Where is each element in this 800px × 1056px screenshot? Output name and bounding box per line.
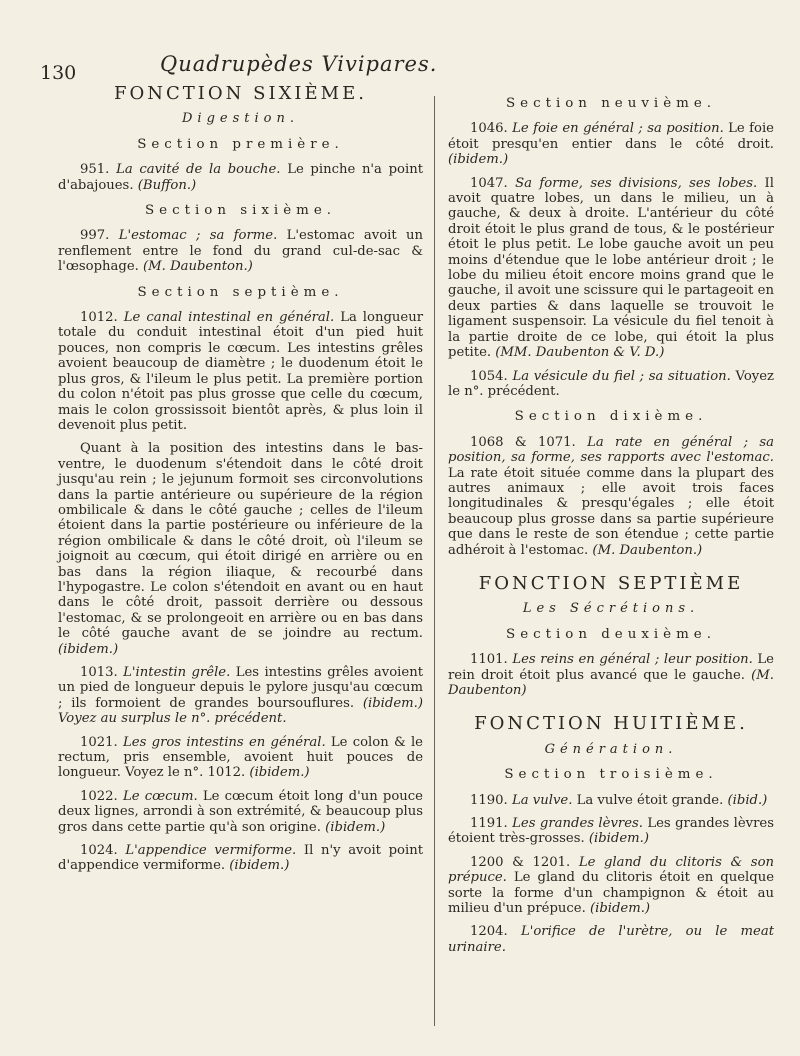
entry-number: 1013. (80, 665, 118, 680)
entry-text: L'estomac avoit un renflement entre le fond du grand cul-de-sac & l'œsophage. (58, 228, 423, 275)
entry-number: 1190. (470, 792, 508, 808)
entry-text: Les intestins grêles avoient un pied de longueur depuis le pylore jusqu'au cœcum ; ils formoient de grandes boursouflures. (58, 665, 423, 711)
entry-text: Quant à la position des intestins dans le bas-ventre, le duodenum s'étendoit dans le côté droit jusqu'au rein ; le jejunum formoit ses circonvolutions dans la partie antérieure ou supérieure de la région ombilicale & dans le côté gauche ; celles de l'ileum étoient dans la partie postérieure ou inférieure de la région ombilicale & dans le côté droit, où l'ileum se joignoit au cœcum, qui étoit dirigé en arrière ou en bas dans la région iliaque, & recourbé dans l'hypogastre. Le colon s'étendoit en avant ou en haut dans le côté droit, passoit derrière ou dessous l'estomac, & se prolongeoit en arrière ou en bas dans le côté gauche avant de se joindre au rectum. (58, 441, 423, 642)
entry-number: 1046. (470, 121, 508, 137)
entry-citation: (ibid.) (727, 792, 768, 808)
entry-paragraph (448, 369, 774, 400)
entry-title: Les grandes lèvres. (512, 816, 643, 832)
section-heading: Section deuxième. (506, 626, 716, 642)
entry-text: Le foie étoit presqu'en entier dans le côté droit. (448, 121, 774, 152)
entry-title: Le gland du clitoris & son prépuce. (448, 854, 775, 886)
entry-paragraph (448, 855, 774, 917)
section-heading: Section septième. (137, 284, 344, 300)
entry-paragraph (58, 310, 423, 433)
entry-title: La vésicule du fiel ; sa situation. (512, 368, 731, 384)
entry-title: Le canal intestinal en général. (123, 310, 335, 326)
entry-paragraph (58, 228, 423, 274)
entry-text: Il n'y avoit point d'appendice vermiforme. (58, 843, 423, 874)
fonction-heading: FONCTION HUITIÈME. (474, 713, 748, 735)
entry-paragraph (58, 441, 423, 657)
entry-title: Les gros intestins en général. (123, 734, 326, 750)
entry-title: Le foie en général ; sa position. (512, 121, 724, 137)
entry-title: L'orifice de l'urètre, ou le meat urinaire. (448, 924, 774, 955)
entry-title: L'estomac ; sa forme. (118, 228, 278, 244)
entry-paragraph (58, 162, 423, 193)
entry-number: 1200 & 1201. (470, 854, 571, 870)
entry-citation: (ibidem.) (58, 641, 119, 657)
entry-title: Les reins en général ; leur position. (512, 652, 753, 668)
subtitle-heading: Digestion. (182, 111, 299, 127)
entry-paragraph (448, 435, 774, 558)
entry-number: 1191. (470, 816, 508, 832)
entry-citation: (MM. Daubenton & V. D.) (495, 345, 665, 361)
entry-number: 1054. (470, 368, 508, 384)
fonction-heading: FONCTION SEPTIÈME (478, 572, 744, 594)
running-title: Quadrupèdes Vivipares. (160, 52, 438, 76)
entry-number: 1047. (470, 175, 508, 191)
entry-text: La rate étoit située comme dans la plupart des autres animaux ; elle avoit trois faces longitudinales & presqu'égales ; elle étoit beaucoup plus grosse dans sa partie supérieure que dans le reste de son étendue ; cette partie adhéroit à l'estomac. (448, 465, 774, 558)
entry-number: 1024. (80, 843, 118, 859)
entry-citation: (ibidem.) (448, 152, 509, 168)
entry-text: La vulve étoit grande. (576, 792, 724, 808)
entry-paragraph (448, 176, 774, 361)
entry-paragraph (58, 665, 423, 727)
entry-paragraph (448, 121, 774, 167)
section-heading: Section première. (137, 136, 344, 152)
entry-paragraph (448, 793, 774, 808)
entry-text: La longueur totale du conduit intestinal étoit d'un pied huit pouces, non compris le cœcum. Les intestins grêles avoient beaucoup de diamètre ; le duodenum étoit le plus gros, & l'ileum le plus petit. La première portion du colon n'étoit pas plus grosse que celle du cœcum, mais le colon grossissoit bientôt après, & plus loin il devenoit plus petit. (58, 310, 423, 433)
page-header (0, 46, 800, 86)
entry-title: La vulve. (511, 792, 573, 808)
entry-text: Il avoit quatre lobes, un dans le milieu, un à gauche, & deux à droite. L'antérieur du côté droit étoit le plus grand de tous, & le postérieur étoit le plus petit. Le lobe gauche avoit un peu moins d'étendue que le lobe antérieur droit ; le lobe du milieu étoit encore moins grand que le gauche, il avoit une scissure qui le partageoit en deux parties & dans laquelle se trouvoit le ligament suspensoir. La vésicule du fiel tenoit à la partie droite de ce lobe, qui étoit la plus petite. (448, 175, 774, 361)
entry-number: 997. (80, 228, 110, 244)
entry-citation: (ibidem.) Voyez au surplus le n°. précédent. (58, 695, 423, 727)
entry-citation: (M. Daubenton) (448, 667, 774, 698)
entry-title: Le cœcum. (122, 788, 198, 804)
entry-number: 1204. (470, 924, 508, 940)
column-divider (434, 96, 435, 1026)
right-column (448, 86, 774, 963)
entry-number: 1021. (80, 734, 118, 750)
entry-title: La rate en général ; sa position, sa forme, ses rapports avec l'estomac. (448, 434, 774, 466)
page-number: 130 (40, 62, 77, 84)
entry-title: L'appendice vermiforme. (125, 843, 297, 859)
subtitle-heading: Génération. (544, 741, 678, 757)
entry-title: La cavité de la bouche. (116, 162, 281, 178)
left-column (58, 83, 423, 882)
entry-number: 951. (80, 162, 110, 178)
entry-citation: (ibidem.) (249, 765, 310, 781)
entry-number: 1068 & 1071. (470, 434, 576, 450)
entry-text: Le rein droit étoit plus avancé que le gauche. (448, 652, 774, 683)
entry-paragraph (448, 816, 774, 847)
entry-citation: (ibidem.) (229, 858, 290, 874)
entry-citation: (ibidem.) (589, 901, 651, 917)
entry-text: Le cœcum étoit long d'un pouce deux lignes, arrondi à son extrémité, & beaucoup plus gros dans cette partie qu'à son origine. (58, 788, 423, 835)
entry-text: Voyez le n°. précédent. (448, 368, 774, 399)
subtitle-heading: Les Sécrétions. (522, 601, 700, 617)
entry-number: 1101. (470, 652, 508, 668)
entry-text: Le colon & le rectum, pris ensemble, avoient huit pouces de longueur. Voyez le n°. 1012. (58, 734, 423, 781)
entry-paragraph (58, 843, 423, 874)
entry-title: Sa forme, ses divisions, ses lobes. (515, 175, 758, 191)
entry-title: L'intestin grêle. (123, 665, 231, 680)
entry-text: Les grandes lèvres étoient très-grosses. (448, 816, 774, 847)
entry-paragraph (448, 652, 774, 698)
section-heading: Section troisième. (504, 767, 718, 783)
entry-text: Le gland du clitoris étoit en quelque sorte la forme d'un champignon & étoit au milieu d'un prépuce. (448, 870, 774, 917)
entry-citation: (Buffon.) (137, 177, 197, 193)
entry-citation: (M. Daubenton.) (143, 259, 253, 275)
fonction-heading: FONCTION SIXIÈME. (114, 83, 367, 104)
entry-citation: (M. Daubenton.) (592, 542, 703, 558)
entry-text: Le pinche n'a point d'abajoues. (58, 162, 423, 193)
entry-number: 1012. (80, 310, 118, 326)
entry-paragraph (58, 789, 423, 835)
entry-paragraph (448, 924, 774, 955)
section-heading: Section dixième. (514, 409, 708, 425)
entry-citation: (ibidem.) (325, 819, 386, 835)
section-heading: Section neuvième. (505, 96, 717, 111)
entry-paragraph (58, 735, 423, 781)
section-heading: Section sixième. (145, 203, 336, 219)
entry-citation: (ibidem.) (588, 831, 649, 847)
entry-number: 1022. (80, 788, 118, 804)
